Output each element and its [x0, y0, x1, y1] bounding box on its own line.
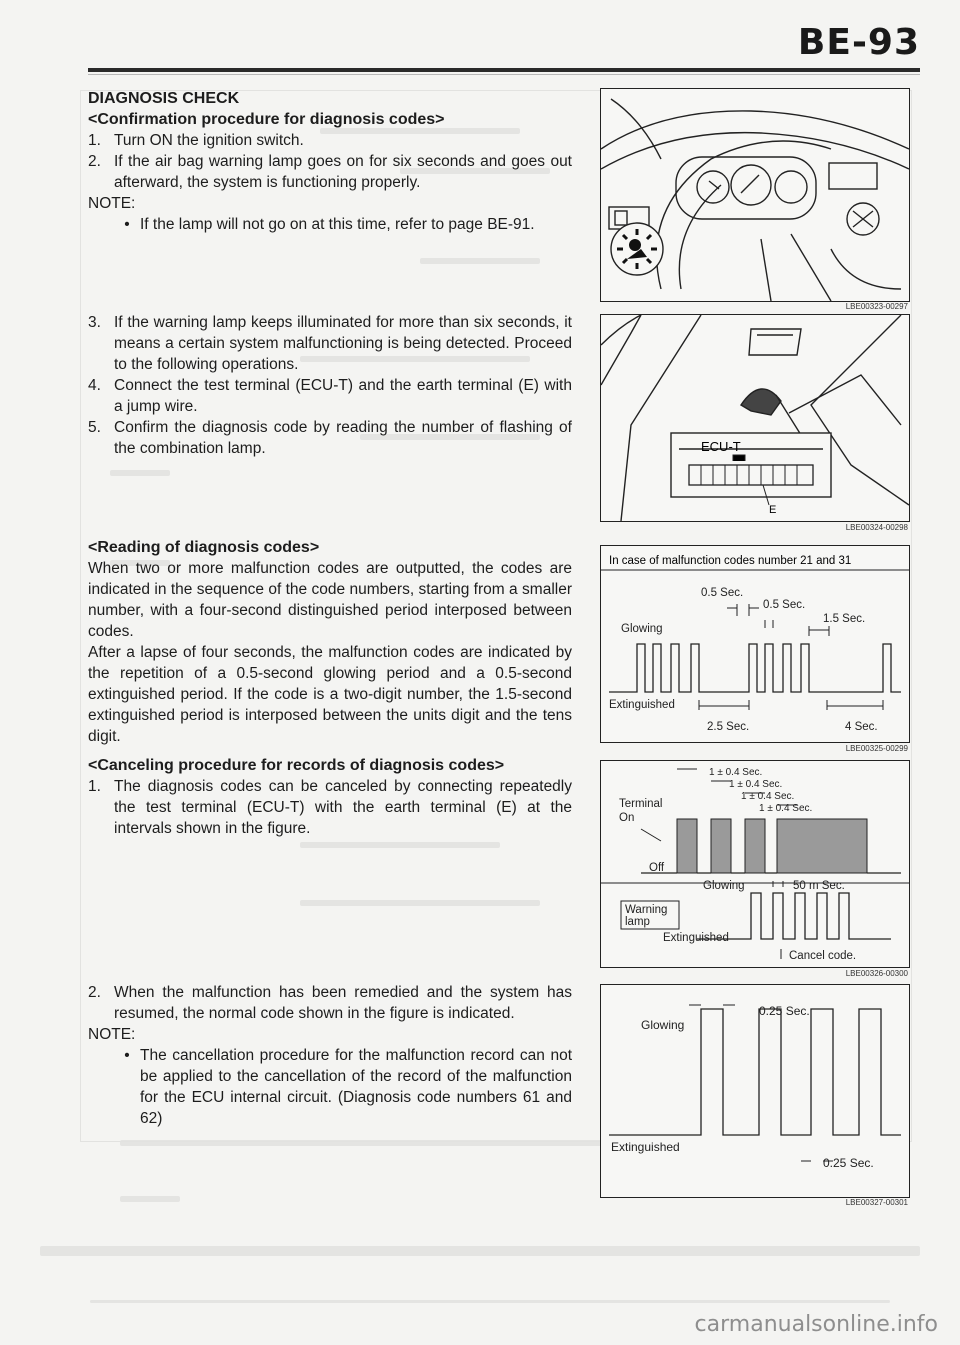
step-number: 2. [88, 984, 101, 1001]
step-number: 4. [88, 377, 101, 394]
interval-label: 1 ± 0.4 Sec. [709, 767, 763, 778]
step-text: Confirm the diagnosis code by reading the number of flashing of the combination lamp. [114, 419, 572, 457]
reading-section [88, 537, 572, 747]
normal-code-figure [600, 984, 910, 1198]
confirmation-heading: <Confirmation procedure for diagnosis codes> [88, 111, 445, 128]
header-rule-thin [88, 74, 920, 75]
figure-code: LBE00326-00300 [845, 969, 908, 978]
step-text: Turn ON the ignition switch. [114, 132, 304, 149]
time-label: 0.5 Sec. [701, 587, 744, 599]
note-text: The cancellation procedure for the malfunction record can not be applied to the cancellation of the record of the malfunction for the ECU internal circuit. (Diagnosis code numbers 61 and 62) [140, 1047, 572, 1127]
interval-label: 1 ± 0.4 Sec. [729, 779, 783, 790]
bullet-dot-icon: • [124, 1047, 130, 1064]
step-5 [88, 417, 572, 459]
step-number: 1. [88, 778, 101, 795]
bullet-dot-icon: • [124, 216, 130, 233]
figure-code: LBE00323-00297 [845, 302, 908, 311]
interval-label: 50 m Sec. [793, 880, 845, 892]
step-text: The diagnosis codes can be canceled by connecting repeatedly the test terminal (ECU-T) with the earth terminal (E) at the intervals shown in the figure. [114, 778, 572, 837]
step-1 [88, 130, 572, 151]
glowing-label: Glowing [641, 1018, 685, 1032]
reading-paragraph-1: When two or more malfunction codes are outputted, the codes are indicated in the sequence of the code numbers, starting from a smaller number, with a four-second distinguished period interposed between codes. [88, 560, 572, 640]
steps-3-5 [88, 312, 572, 459]
extinguished-label: Extinguished [609, 699, 675, 711]
cancel-timing-diagram [601, 761, 909, 967]
cancel-section-2 [88, 982, 572, 1129]
warning-label: Warning [625, 904, 668, 916]
step-4 [88, 375, 572, 417]
code-timing-figure [600, 545, 910, 743]
step-number: 2. [88, 153, 101, 170]
on-label: On [619, 812, 635, 824]
figure-code: LBE00325-00299 [845, 744, 908, 753]
connector-illustration [601, 315, 909, 521]
interval-label: 1 ± 0.4 Sec. [759, 803, 813, 814]
note-bullet [114, 214, 572, 235]
interval-label: 1 ± 0.4 Sec. [741, 791, 795, 802]
footer-watermark: carmanualsonline.info [694, 1312, 938, 1337]
page-number: BE-93 [797, 22, 920, 63]
interval-label: 0.25 Sec. [823, 1156, 874, 1170]
time-label: 1.5 Sec. [823, 613, 866, 625]
time-label: 0.5 Sec. [763, 599, 806, 611]
code-timing-diagram [601, 546, 909, 742]
cancel-heading: <Canceling procedure for records of diagnosis codes> [88, 757, 505, 774]
reading-heading: <Reading of diagnosis codes> [88, 539, 320, 556]
cancel-section [88, 755, 572, 839]
terminal-label: Terminal [619, 798, 663, 810]
figure-code: LBE00327-00301 [845, 1198, 908, 1207]
extinguished-label: Extinguished [611, 1140, 680, 1154]
interval-label: 0.25 Sec. [759, 1004, 810, 1018]
extinguished-label: Extinguished [663, 932, 729, 944]
cancel-timing-figure [600, 760, 910, 968]
step-text: If the air bag warning lamp goes on for six seconds and goes out afterward, the system is functioning properly. [114, 153, 572, 191]
dashboard-figure [600, 88, 910, 302]
section-title: DIAGNOSIS CHECK [88, 90, 240, 107]
step-number: 5. [88, 419, 101, 436]
off-label: Off [649, 862, 665, 874]
step-text: When the malfunction has been remedied and the system has resumed, the normal code shown in the figure is indicated. [114, 984, 572, 1022]
note-bullet [114, 1045, 572, 1129]
cancel-code-label: Cancel code. [789, 950, 857, 962]
lamp-label: lamp [625, 916, 650, 928]
note-label: NOTE: [88, 195, 136, 212]
reading-paragraph-2: After a lapse of four seconds, the malfunction codes are indicated by the repetition of a 0.5-second glowing period and a 0.5-second extinguished period. If the code is a two-digit number, the 1.5-second extinguished period is interposed between the units digit and the tens digit. [88, 644, 572, 745]
glowing-label: Glowing [621, 623, 663, 635]
header-rule [88, 68, 920, 72]
time-label: 2.5 Sec. [707, 721, 750, 733]
confirmation-section [88, 88, 572, 235]
step-text: Connect the test terminal (ECU-T) and the earth terminal (E) with a jump wire. [114, 377, 572, 415]
dashboard-illustration [601, 89, 909, 301]
glowing-label: Glowing [703, 880, 745, 892]
fig-caption: In case of malfunction codes number 21 and 31 [609, 555, 852, 567]
step-number: 3. [88, 314, 101, 331]
earth-label: E [769, 504, 777, 516]
time-label: 4 Sec. [845, 721, 878, 733]
step-3 [88, 312, 572, 375]
note-text: If the lamp will not go on at this time, refer to page BE-91. [140, 216, 535, 233]
step-2 [88, 151, 572, 193]
step-number: 1. [88, 132, 101, 149]
normal-code-diagram [601, 985, 909, 1197]
ecu-t-label: ECU-T [701, 439, 741, 454]
note-label: NOTE: [88, 1026, 136, 1043]
figure-code: LBE00324-00298 [845, 523, 908, 532]
step-text: If the warning lamp keeps illuminated for more than six seconds, it means a certain system malfunctioning is being detected. Proceed to the following operations. [114, 314, 572, 373]
connector-figure [600, 314, 910, 522]
cancel-step-1 [88, 776, 572, 839]
cancel-step-2 [88, 982, 572, 1024]
